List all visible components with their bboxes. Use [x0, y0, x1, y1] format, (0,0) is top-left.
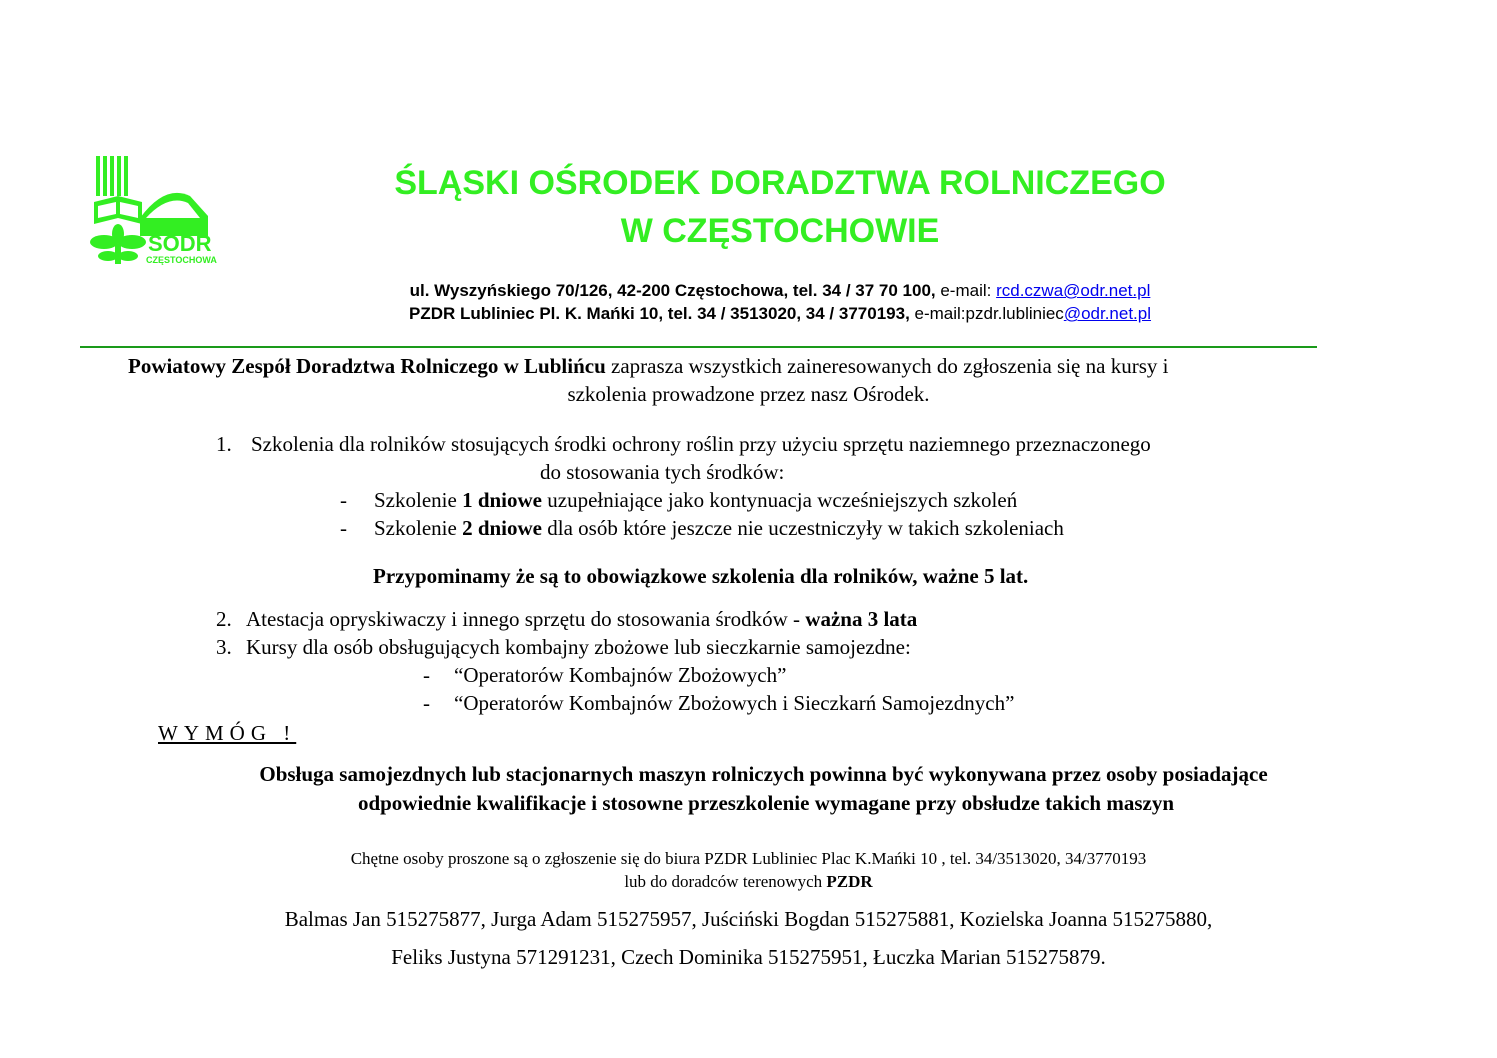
item1-sub2-pre: Szkolenie [374, 516, 463, 540]
requirement-line1: Obsługa samojezdnych lub stacjonarnych maszyn rolniczych powinna być wykonywana przez osoby posiadające [259, 762, 1268, 786]
item2-text-main: Atestacja opryskiwaczy i innego sprzętu do stosowania środków - [246, 607, 806, 631]
item2-text [246, 606, 917, 632]
address-email-label: e-mail: [935, 281, 997, 300]
logo-subtext: CZĘSTOCHOWA [146, 255, 217, 265]
contact-line1: Chętne osoby proszone są o zgłoszenie się do biura PZDR Lubliniec Plac K.Mańki 10 , tel. 34/3513020, 34/3770193 [350, 849, 1147, 868]
item3-text: Kursy dla osób obsługujących kombajny zbożowe lub sieczkarnie samojezdne: [246, 635, 911, 659]
pzdr-email-link[interactable]: @odr.net.pl [1063, 304, 1152, 323]
address-text: ul. Wyszyńskiego 70/126, 42-200 Częstochowa, tel. 34 / 37 70 100, [409, 281, 936, 300]
item1-sub1-dash: - [340, 488, 347, 512]
pzdr-line [180, 303, 1380, 325]
org-title-line2: W CZĘSTOCHOWIE [620, 212, 940, 250]
item1-text: Szkolenia dla rolników stosujących środki ochrony roślin przy użyciu sprzętu naziemnego przeznaczonego [251, 432, 1151, 456]
org-title-line1: ŚLĄSKI OŚRODEK DORADZTWA ROLNICZEGO [394, 164, 1166, 202]
requirement-line2: odpowiednie kwalifikacje i stosowne przeszkolenie wymagane przy obsłudze takich maszyn [357, 791, 1175, 815]
item3-sub1-dash: - [423, 663, 430, 687]
intro-bold: Powiatowy Zespół Doradztwa Rolniczego w Lublińcu [128, 354, 606, 378]
item2-number: 2. [216, 607, 232, 631]
item1-sub1-pre: Szkolenie [374, 488, 463, 512]
item1-sub2-dash: - [340, 516, 347, 540]
item1-number: 1. [216, 432, 232, 456]
item1-sub1-bold: 1 dniowe [462, 488, 542, 512]
advisors-line1: Balmas Jan 515275877, Jurga Adam 515275957, Juściński Bogdan 515275881, Kozielska Joanna 515275880, [284, 907, 1213, 931]
item1-sub1-post: uzupełniające jako kontynuacja wcześniejszych szkoleń [542, 488, 1018, 512]
intro-line2: szkolenia prowadzone przez nasz Ośrodek. [567, 382, 930, 406]
item1-sub1 [374, 487, 1017, 513]
pzdr-text: PZDR Lubliniec Pl. K. Mańki 10, tel. 34 / 3513020, 34 / 3770193, [408, 304, 910, 323]
reminder: Przypominamy że są to obowiązkowe szkolenia dla rolników, ważne 5 lat. [373, 564, 1029, 588]
item3-sub2-dash: - [423, 691, 430, 715]
item3-sub2: “Operatorów Kombajnów Zbożowych i Sieczkarń Samojezdnych” [454, 691, 1015, 715]
item2-bold: ważna 3 lata [805, 607, 918, 631]
contact-line2-pre: lub do doradców terenowych [624, 872, 827, 891]
contact-line2-bold: PZDR [826, 872, 873, 891]
intro-rest: zaprasza wszystkich zaineresowanych do zgłoszenia się na kursy i [605, 354, 1169, 378]
requirement-heading: WYMÓG ! [158, 721, 297, 745]
header-divider [80, 346, 1317, 348]
item1-sub2-bold: 2 dniowe [462, 516, 542, 540]
item1-cont: do stosowania tych środków: [540, 460, 785, 484]
item3-number: 3. [216, 635, 232, 659]
item1-sub2-post: dla osób które jeszcze nie uczestniczyły w takich szkoleniach [542, 516, 1064, 540]
logo-text: ŚODR [148, 231, 212, 256]
item3-sub1: “Operatorów Kombajnów Zbożowych” [454, 663, 787, 687]
advisors-line2: Feliks Justyna 571291231, Czech Dominika 515275951, Łuczka Marian 515275879. [391, 945, 1106, 969]
address-line [180, 280, 1380, 302]
item1-sub2 [374, 515, 1064, 541]
intro-line1 [128, 353, 1168, 379]
address-email-link[interactable]: rcd.czwa@odr.net.pl [996, 281, 1151, 300]
pzdr-email-label: e-mail:pzdr.lubliniec [909, 304, 1064, 323]
contact-line2 [0, 871, 1497, 893]
